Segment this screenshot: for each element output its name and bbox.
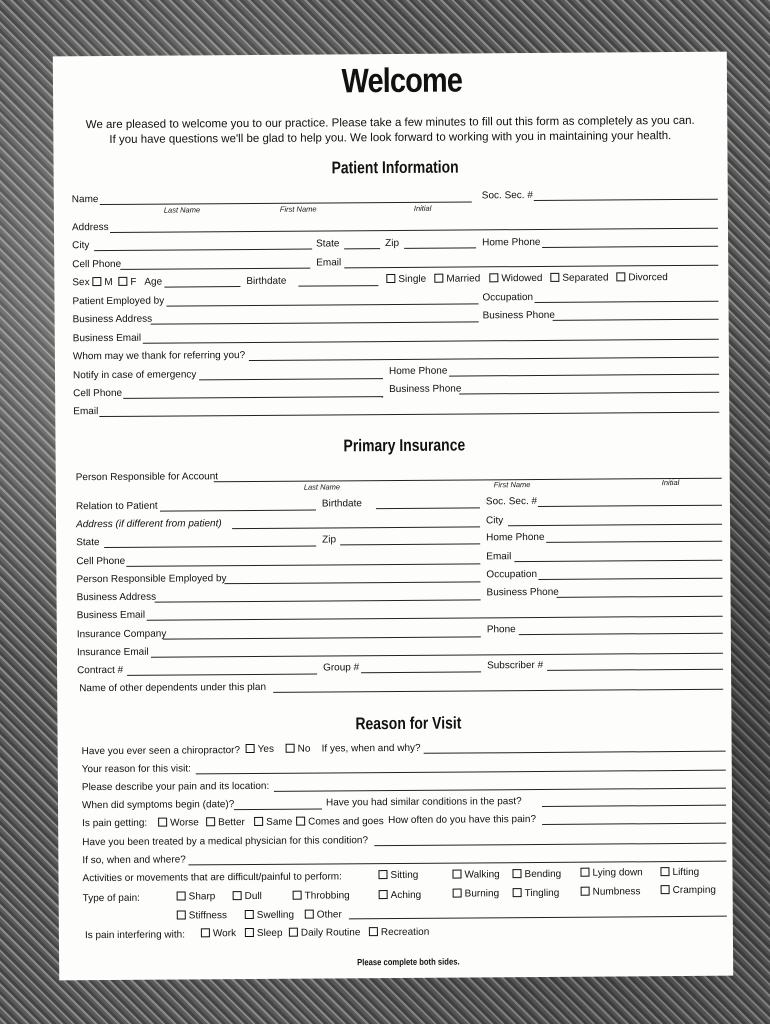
checkbox[interactable] (550, 273, 559, 282)
option-label: Same (266, 816, 293, 828)
em-business-phone-label: Business Phone (389, 383, 462, 396)
option-label: F (130, 276, 137, 288)
how-often-label: How often do you have this pain? (388, 814, 537, 827)
patient-heading: Patient Information (331, 157, 459, 178)
interfering-recreation[interactable] (369, 927, 429, 938)
checkbox[interactable] (434, 274, 443, 283)
activity-lying-down[interactable] (580, 867, 642, 878)
checkbox[interactable] (581, 887, 590, 896)
reason-field[interactable] (196, 770, 726, 775)
subscriber-label: Subscriber # (487, 659, 544, 672)
ins-state-label: State (76, 537, 100, 549)
ssn-field[interactable] (534, 199, 718, 201)
checkbox[interactable] (289, 928, 298, 937)
interfering-daily-routine[interactable] (289, 927, 361, 938)
type-label: Type of pain: (82, 892, 140, 905)
ins-business-address-field[interactable] (155, 599, 481, 602)
ins-business-email-label: Business Email (76, 609, 146, 622)
getting-comes-goes[interactable] (296, 816, 384, 828)
age-label: Age (144, 276, 163, 288)
option-label: Better (218, 817, 245, 829)
home-phone-field[interactable] (542, 246, 718, 248)
type-dull[interactable] (233, 891, 262, 902)
ins-city-field[interactable] (508, 524, 722, 526)
checkbox[interactable] (305, 910, 314, 919)
insurance-heading: Primary Insurance (343, 435, 466, 456)
intro-line-1: We are pleased to welcome you to our practice. Please take a few minutes to fill out this form as completely as you can. (85, 114, 695, 132)
checkbox[interactable] (296, 817, 305, 826)
first-name-sublabel: First Name (279, 204, 317, 214)
option-label: Stiffness (188, 910, 227, 922)
option-label: Lifting (672, 866, 700, 879)
business-email-label: Business Email (72, 332, 142, 345)
emergency-label: Notify in case of emergency (72, 369, 197, 382)
option-label: Sleep (256, 927, 283, 939)
option-label: Cramping (672, 884, 717, 897)
option-label: Tingling (524, 887, 560, 900)
checkbox[interactable] (513, 888, 522, 897)
treated-label: Have you been treated by a medical physician for this condition? (82, 835, 369, 849)
ins-address-field[interactable] (232, 526, 480, 529)
employed-by-field[interactable] (167, 303, 479, 306)
checkbox[interactable] (177, 910, 186, 919)
ins-zip-label: Zip (322, 534, 337, 546)
chiro-no-option[interactable] (286, 744, 311, 755)
interfering-sleep[interactable] (245, 928, 283, 939)
subscriber-field[interactable] (547, 669, 723, 671)
ins-cell-phone-label: Cell Phone (76, 555, 126, 568)
checkbox[interactable] (233, 891, 242, 900)
em-cell-phone-label: Cell Phone (73, 387, 123, 400)
responsible-field[interactable] (214, 478, 722, 483)
type-stiffness[interactable] (177, 910, 227, 921)
similar-field[interactable] (542, 805, 726, 807)
page-title: Welcome (341, 61, 463, 101)
option-label: Widowed (501, 272, 543, 285)
ins-city-label: City (485, 515, 504, 527)
intro-line-2: If you have questions we'll be glad to help you. We look forward to working with you in maintaining your health. (109, 130, 672, 146)
dependents-label: Name of other dependents under this plan (79, 681, 267, 695)
type-tingling[interactable] (513, 888, 560, 899)
began-field[interactable] (234, 809, 322, 811)
ins-business-email-field[interactable] (147, 616, 723, 621)
ins-company-field[interactable] (163, 636, 481, 639)
employed-by-label: Patient Employed by (72, 295, 165, 308)
type-swelling[interactable] (245, 910, 294, 921)
describe-label: Please describe your pain and its location: (81, 780, 270, 794)
em-business-phone-field[interactable] (459, 392, 719, 395)
ins-email2-label: Insurance Email (76, 646, 149, 659)
em-email-label: Email (73, 406, 99, 418)
marital-married[interactable] (434, 273, 480, 284)
checkbox[interactable] (246, 744, 255, 753)
checkbox[interactable] (512, 869, 521, 878)
ins-employed-by-field[interactable] (224, 581, 480, 584)
referral-label: Whom may we thank for referring you? (72, 350, 246, 363)
ins-phone-label: Phone (486, 624, 516, 636)
email-field[interactable] (344, 265, 718, 269)
state-label: State (316, 238, 340, 250)
checkbox[interactable] (379, 890, 388, 899)
checkbox[interactable] (453, 889, 462, 898)
city-label: City (72, 240, 90, 252)
ins-initial-sublabel: Initial (661, 478, 680, 488)
ins-first-name-sublabel: First Name (493, 480, 531, 490)
option-label: Married (446, 273, 481, 285)
home-phone-label: Home Phone (482, 236, 541, 249)
option-label: Burning (464, 888, 500, 900)
when-where-field[interactable] (188, 861, 726, 866)
checkbox[interactable] (386, 274, 395, 283)
address-label: Address (71, 221, 109, 234)
ins-employed-by-label: Person Responsible Employed by (76, 573, 227, 586)
business-phone-field[interactable] (553, 319, 719, 321)
ins-ssn-label: Soc. Sec. # (485, 495, 538, 508)
ins-business-address-label: Business Address (76, 591, 157, 604)
option-label: Divorced (628, 272, 668, 284)
option-label: Single (398, 273, 427, 285)
describe-field[interactable] (274, 788, 726, 792)
interfering-work[interactable] (201, 928, 236, 939)
option-label: Dull (244, 890, 262, 903)
ins-ssn-field[interactable] (538, 505, 722, 507)
ssn-label: Soc. Sec. # (481, 190, 533, 202)
option-label: No (297, 743, 311, 755)
ins-email-field[interactable] (514, 560, 722, 562)
getting-worse[interactable] (158, 817, 199, 828)
checkbox[interactable] (293, 891, 302, 900)
option-label: Aching (390, 889, 422, 902)
if-yes-label: If yes, when and why? (321, 742, 421, 755)
ins-phone-field[interactable] (519, 633, 723, 635)
getting-label: Is pain getting: (82, 817, 148, 830)
ins-state-field[interactable] (104, 546, 316, 548)
type-other-field[interactable] (349, 916, 727, 920)
option-label: Sharp (188, 891, 216, 903)
city-field[interactable] (94, 249, 312, 252)
occupation-field[interactable] (535, 301, 719, 303)
checkbox[interactable] (158, 818, 167, 827)
checkbox[interactable] (118, 277, 127, 286)
group-label: Group # (323, 662, 360, 674)
sex-f-option[interactable] (118, 277, 136, 288)
ins-birthdate-label: Birthdate (321, 498, 362, 510)
relation-label: Relation to Patient (75, 500, 158, 513)
option-label: Work (212, 928, 237, 940)
type-sharp[interactable] (177, 891, 216, 902)
option-label: Yes (257, 743, 274, 755)
zip-field[interactable] (404, 247, 476, 249)
interfering-label: Is pain interfering with: (84, 929, 186, 942)
type-aching[interactable] (379, 890, 422, 901)
ins-occupation-field[interactable] (538, 578, 722, 580)
marital-divorced[interactable] (616, 272, 668, 283)
chiro-question: Have you ever seen a chiropractor? (81, 745, 241, 758)
checkbox[interactable] (452, 870, 461, 879)
relation-field[interactable] (160, 510, 316, 512)
checkbox[interactable] (177, 891, 186, 900)
ins-email-label: Email (486, 551, 512, 563)
option-label: Daily Routine (300, 927, 361, 939)
checkbox[interactable] (286, 744, 295, 753)
option-label: Other (316, 909, 342, 921)
option-label: Recreation (380, 926, 430, 939)
address-field[interactable] (110, 228, 718, 233)
zip-label: Zip (385, 237, 400, 250)
activity-sitting[interactable] (378, 870, 418, 881)
birthdate-label: Birthdate (246, 275, 287, 288)
if-yes-field[interactable] (424, 751, 726, 754)
when-where-label: If so, when and where? (82, 854, 186, 867)
checkbox[interactable] (245, 928, 254, 937)
footer-note: Please complete both sides. (357, 956, 460, 968)
checkbox[interactable] (661, 885, 670, 894)
cell-phone-field[interactable] (120, 268, 310, 270)
checkbox[interactable] (369, 927, 378, 936)
email-label: Email (316, 257, 342, 269)
em-email-field[interactable] (99, 412, 719, 417)
option-label: Lying down (592, 867, 643, 879)
getting-same[interactable] (254, 817, 292, 828)
ins-zip-field[interactable] (340, 543, 480, 545)
type-numbness[interactable] (581, 886, 641, 897)
em-home-phone-label: Home Phone (388, 365, 448, 378)
began-label: When did symptoms begin (date)? (81, 799, 235, 812)
initial-sublabel: Initial (413, 203, 432, 213)
checkbox[interactable] (201, 928, 210, 937)
occupation-label: Occupation (482, 292, 534, 304)
option-label: Throbbing (304, 890, 350, 902)
checkbox[interactable] (92, 277, 101, 286)
cell-phone-label: Cell Phone (72, 258, 122, 271)
ins-email2-field[interactable] (151, 653, 723, 658)
ins-home-phone-field[interactable] (546, 541, 722, 543)
name-label: Name (71, 194, 99, 206)
last-name-sublabel: Last Name (163, 205, 201, 215)
option-label: Walking (464, 869, 500, 881)
state-field[interactable] (344, 248, 380, 249)
type-cramping[interactable] (661, 885, 716, 896)
visit-heading: Reason for Visit (355, 713, 462, 734)
activity-bending[interactable] (512, 869, 561, 880)
business-email-field[interactable] (143, 339, 719, 344)
responsible-label: Person Responsible for Account (75, 471, 219, 484)
ins-last-name-sublabel: Last Name (303, 482, 341, 492)
chiro-yes-option[interactable] (246, 744, 274, 755)
option-label: Separated (562, 272, 609, 284)
birthdate-field[interactable] (298, 285, 378, 287)
checkbox[interactable] (580, 868, 589, 877)
business-phone-label: Business Phone (482, 309, 555, 322)
ins-business-phone-field[interactable] (557, 596, 723, 598)
option-label: Sitting (390, 869, 419, 882)
checkbox[interactable] (245, 910, 254, 919)
business-address-field[interactable] (151, 321, 479, 324)
option-label: Comes and goes (308, 816, 384, 828)
option-label: Worse (170, 817, 199, 829)
option-label: Bending (524, 868, 562, 881)
marital-single[interactable] (386, 274, 426, 285)
em-home-phone-field[interactable] (449, 374, 719, 377)
checkbox[interactable] (616, 272, 625, 281)
ins-birthdate-field[interactable] (376, 507, 480, 509)
option-label: M (104, 276, 113, 289)
treated-field[interactable] (374, 843, 726, 846)
type-other[interactable] (305, 909, 342, 920)
marital-separated[interactable] (550, 272, 608, 283)
dependents-field[interactable] (273, 689, 723, 693)
type-burning[interactable] (453, 888, 500, 899)
ins-home-phone-label: Home Phone (486, 531, 545, 544)
emergency-field[interactable] (199, 378, 383, 380)
ins-occupation-label: Occupation (486, 568, 538, 581)
activity-walking[interactable] (452, 869, 499, 880)
ins-company-label: Insurance Company (76, 628, 167, 641)
activity-lifting[interactable] (660, 867, 699, 878)
sex-m-option[interactable] (92, 277, 112, 288)
ins-business-phone-label: Business Phone (486, 586, 559, 599)
business-address-label: Business Address (72, 313, 153, 326)
marital-widowed[interactable] (489, 273, 542, 284)
age-field[interactable] (164, 286, 240, 288)
checkbox[interactable] (660, 867, 669, 876)
checkbox[interactable] (489, 273, 498, 282)
sex-label: Sex (72, 277, 90, 289)
ins-cell-phone-field[interactable] (126, 563, 480, 566)
reason-label: Your reason for this visit: (81, 763, 191, 776)
getting-better[interactable] (206, 817, 245, 828)
option-label: Numbness (592, 886, 641, 898)
how-often-field[interactable] (542, 823, 726, 825)
group-field[interactable] (361, 671, 481, 673)
checkbox[interactable] (378, 870, 387, 879)
option-label: Swelling (256, 909, 295, 921)
contract-field[interactable] (127, 674, 317, 676)
checkbox[interactable] (254, 817, 263, 826)
similar-label: Have you had similar conditions in the past? (325, 796, 522, 809)
referral-field[interactable] (249, 357, 719, 361)
ins-address-label: Address (if different from patient) (76, 518, 222, 531)
checkbox[interactable] (206, 817, 215, 826)
activities-label: Activities or movements that are difficult/painful to perform: (82, 871, 342, 885)
type-throbbing[interactable] (293, 890, 350, 901)
contract-label: Contract # (77, 664, 124, 677)
form-page (53, 52, 733, 981)
em-cell-phone-field[interactable] (123, 396, 383, 399)
